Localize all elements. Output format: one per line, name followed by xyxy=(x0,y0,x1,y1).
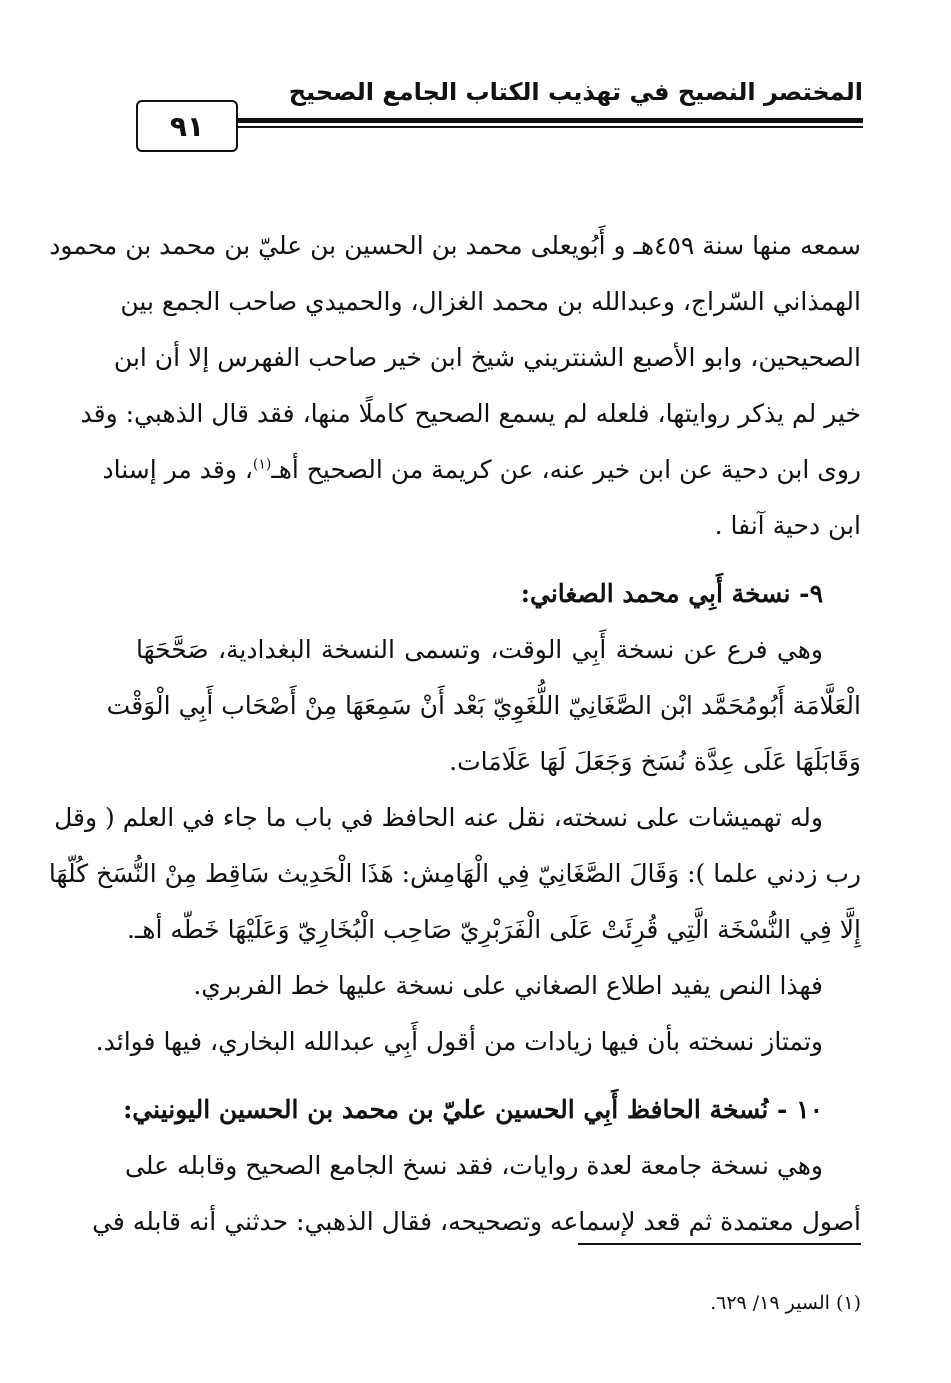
text-line: وتمتاز نسخته بأن فيها زيادات من أقول أَبِي عبدالله البخاري، فيها فوائد. xyxy=(95,1027,823,1056)
text-line: وَقَابَلَهَا عَلَى عِدَّة نُسَخ وَجَعَلَ لَهَا عَلَامَات. xyxy=(449,747,861,776)
text-line: سمعه منها سنة ٤٥٩هـ و أَبُويعلى محمد بن الحسين بن عليّ بن محمد بن محمود xyxy=(49,231,861,260)
footnote: (١) السير ١٩/ ٦٢٩. xyxy=(710,1292,861,1314)
body-text xyxy=(48,218,861,1250)
text-line: الهمذاني السّراج، وعبدالله بن محمد الغزال، والحميدي صاحب الجمع بين xyxy=(120,287,861,316)
text-segment: روى ابن دحية عن ابن خير عنه، عن كريمة من الصحيح أهـ xyxy=(271,455,861,484)
text-line: الصحيحين، وابو الأصبع الشنتريني شيخ ابن خير صاحب الفهرس إلا أن ابن xyxy=(113,343,861,372)
text-segment: ، وقد مر إسناد xyxy=(102,455,253,484)
text-line: أصول معتمدة ثم قعد لإسماعه وتصحيحه، فقال الذهبي: حدثني أنه قابله في xyxy=(92,1207,861,1236)
header-rule-thick xyxy=(238,118,863,123)
text-line: وهي فرع عن نسخة أَبِي الوقت، وتسمى النسخة البغدادية، صَحَّحَهَا xyxy=(136,635,823,664)
header-rule-thin xyxy=(238,126,863,128)
footnote-separator xyxy=(578,1243,861,1245)
section-heading: ٩- نسخة أَبِي محمد الصغاني: xyxy=(520,579,823,608)
text-line: خير لم يذكر روايتها، فلعله لم يسمع الصحيح كاملًا منها، فقد قال الذهبي: وقد xyxy=(80,399,861,428)
text-line-with-footnote-ref xyxy=(102,442,861,498)
running-title: المختصر النصيح في تهذيب الكتاب الجامع الصحيح xyxy=(288,78,863,106)
text-line: الْعَلَّامَة أَبُومُحَمَّد ابْن الصَّغَانِيّ اللُّغَوِيّ بَعْد أَنْ سَمِعَهَا مِنْ أَصْحَاب أَبِي الْوَقْت xyxy=(106,691,861,720)
section-heading: ١٠ - نُسخة الحافظ أَبِي الحسين عليّ بن محمد بن الحسين اليونيني: xyxy=(123,1095,823,1124)
text-line: إِلَّا فِي النُّسْخَة الَّتِي قُرِئَتْ عَلَى الْفَرَبْرِيّ صَاحِب الْبُخَارِيّ وَعَلَيْهَا خَطّه أهـ. xyxy=(127,915,861,944)
text-line: وله تهميشات على نسخته، نقل عنه الحافظ في باب ما جاء في العلم ( وقل xyxy=(54,803,823,832)
text-line: ابن دحية آنفا . xyxy=(714,511,861,540)
page-number: ٩١ xyxy=(136,100,238,152)
text-line: فهذا النص يفيد اطلاع الصغاني على نسخة عليها خط الفربري. xyxy=(193,971,823,1000)
text-line: وهي نسخة جامعة لعدة روايات، فقد نسخ الجامع الصحيح وقابله على xyxy=(125,1151,823,1180)
footnote-reference: (١) xyxy=(252,456,272,473)
text-line: رب زدني علما ): وَقَالَ الصَّغَانِيّ فِي الْهَامِش: هَذَا الْحَدِيث سَاقِط مِنْ النُّسَخ كُلّهَا xyxy=(48,859,861,888)
